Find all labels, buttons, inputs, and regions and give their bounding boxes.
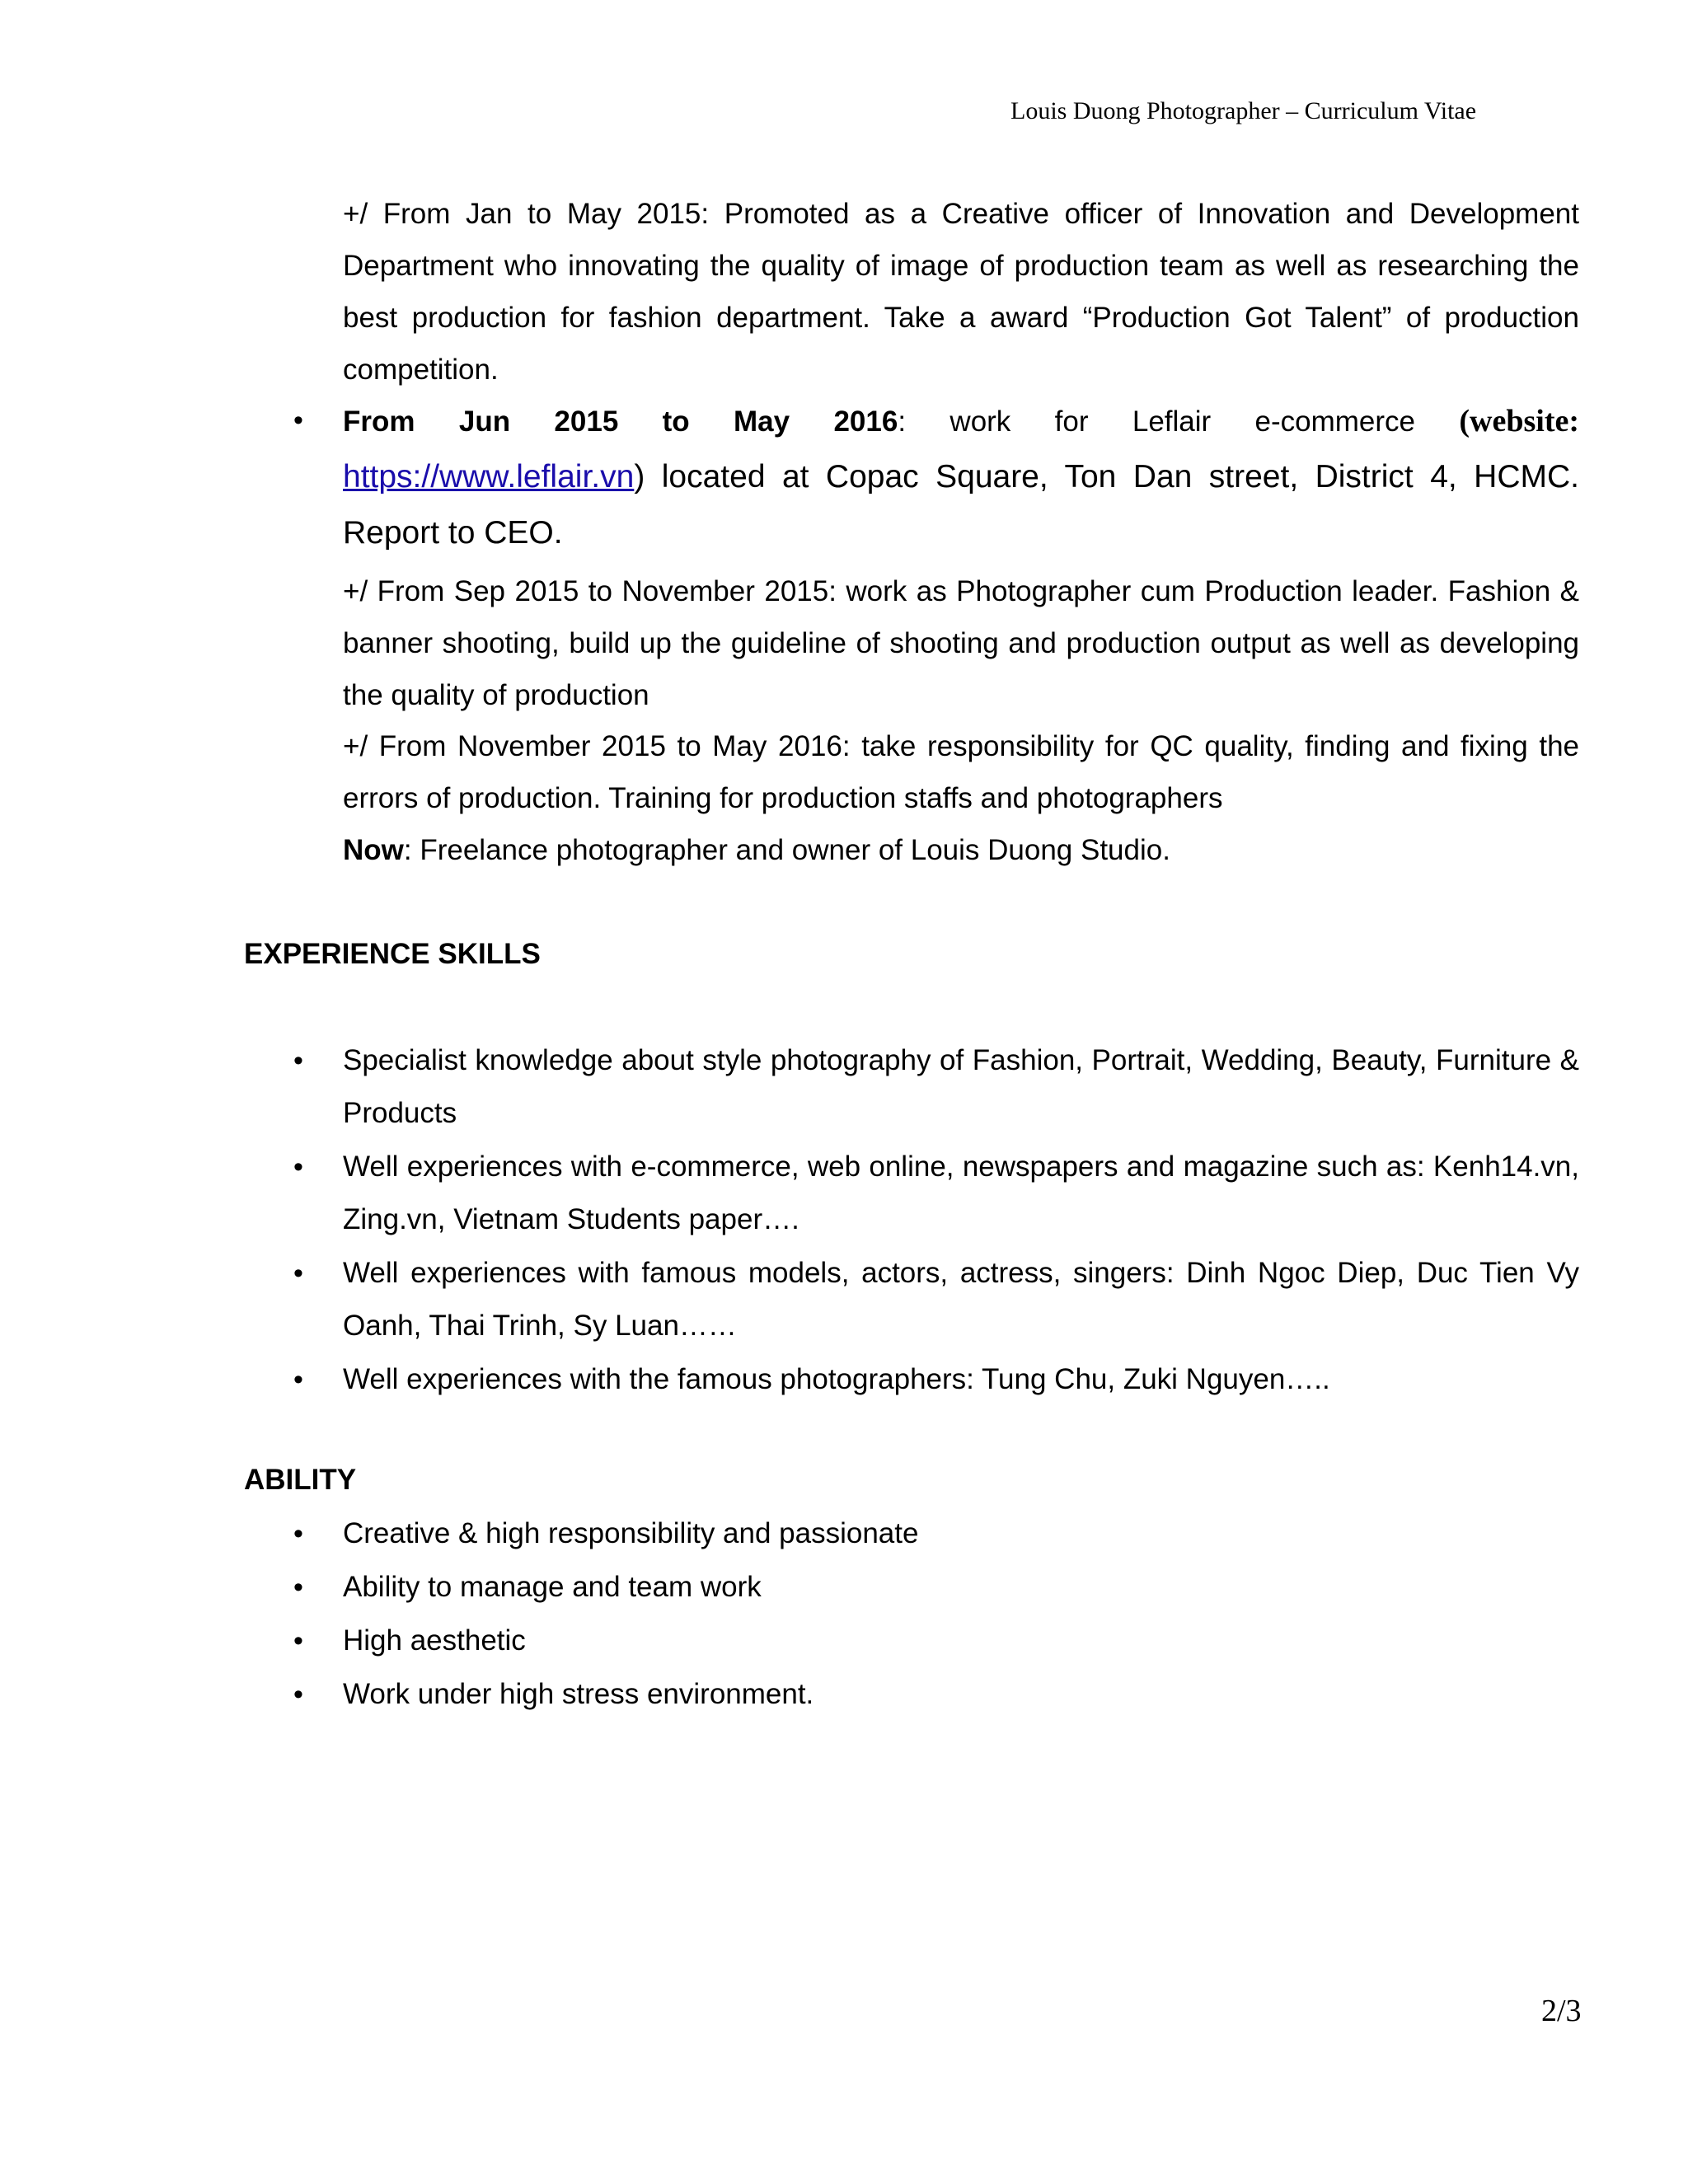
bullet-marker: • (293, 1151, 303, 1183)
leflair-website-link[interactable]: https://www.leflair.vn (343, 459, 635, 494)
ability-item: Work under high stress environment. (343, 1678, 814, 1710)
page-number: 2/3 (1541, 1994, 1582, 2028)
leflair-colon: : (898, 405, 907, 438)
skill-item: Specialist knowledge about style photography of Fashion, Portrait, Wedding, Beauty, Furniture & Products (343, 1044, 1579, 1129)
ability-item: High aesthetic (343, 1624, 526, 1657)
bullet-marker: • (293, 405, 303, 436)
leflair-entry (343, 394, 1579, 561)
skill-item: Well experiences with e-commerce, web online, newspapers and magazine such as: Kenh14.vn, Zing.vn, Vietnam Students paper…. (343, 1151, 1579, 1235)
leflair-sub-entry-1: +/ From Sep 2015 to November 2015: work as Photographer cum Production leader. Fashion & banner shooting, build up the guideline of shooting and production output as well as developing the quality of production (343, 575, 1579, 711)
leflair-work-text: work for Leflair e-commerce (906, 405, 1460, 438)
bullet-marker: • (293, 1045, 303, 1076)
bullet-marker: • (293, 1518, 303, 1549)
ability-heading: ABILITY (244, 1464, 357, 1496)
experience-skills-heading: EXPERIENCE SKILLS (244, 938, 541, 970)
skill-item: Well experiences with the famous photographers: Tung Chu, Zuki Nguyen….. (343, 1363, 1330, 1395)
leflair-sub-entry-2: +/ From November 2015 to May 2016: take responsibility for QC quality, finding and fixing the errors of production. Training for production staffs and photographers (343, 730, 1579, 814)
bullet-marker: • (293, 1625, 303, 1657)
bullet-marker: • (293, 1364, 303, 1395)
ability-item: Ability to manage and team work (343, 1571, 762, 1603)
now-entry (343, 824, 1579, 876)
leflair-website-label: (website: (1459, 404, 1579, 438)
bullet-marker: • (293, 1258, 303, 1289)
leflair-location-text: ) located at Copac Square, Ton Dan street, District 4, HCMC. Report to CEO. (343, 459, 1579, 551)
creative-officer-paragraph: +/ From Jan to May 2015: Promoted as a Creative officer of Innovation and Development Department who innovating the quality of image of production team as well as researching the best production for fashion department. Take a award “Production Got Talent” of production competition. (343, 198, 1579, 386)
now-label: Now (343, 834, 404, 866)
now-text: : Freelance photographer and owner of Louis Duong Studio. (403, 834, 1170, 866)
ability-item: Creative & high responsibility and passionate (343, 1517, 919, 1549)
page-header: Louis Duong Photographer – Curriculum Vitae (1010, 97, 1477, 124)
bullet-marker: • (293, 1679, 303, 1710)
skill-item: Well experiences with famous models, actors, actress, singers: Dinh Ngoc Diep, Duc Tien Vy Oanh, Thai Trinh, Sy Luan…… (343, 1257, 1579, 1342)
leflair-period: From Jun 2015 to May 2016 (343, 405, 898, 438)
bullet-marker: • (293, 1572, 303, 1603)
